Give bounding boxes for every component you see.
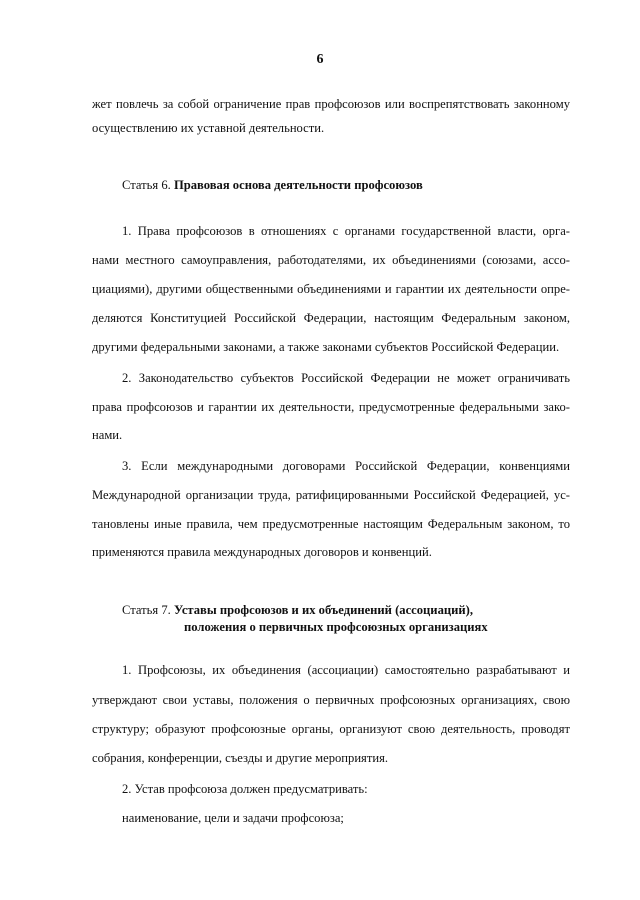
- article-6-prefix: Статья 6.: [122, 178, 171, 192]
- a6-p1-line-4: деляются Конституцией Российской Федерации, настоящим Федеральным законом,: [92, 311, 570, 325]
- article-7-heading: [122, 602, 570, 618]
- a7-p1-line-3: структуру; образуют профсоюзные органы, организуют свою деятельность, проводят: [92, 722, 570, 736]
- article-6-heading: [122, 177, 570, 193]
- page-number: 6: [316, 52, 324, 67]
- article-7-title-line-1: Уставы профсоюзов и их объединений (ассоциаций),: [173, 603, 473, 617]
- article-7-prefix: Статья 7.: [122, 603, 171, 617]
- a6-p3-line-3: тановлены иные правила, чем предусмотренные настоящим Федеральным законом, то: [92, 517, 570, 531]
- intro-line-1: жет повлечь за собой ограничение прав профсоюзов или воспрепятствовать законному: [92, 97, 570, 111]
- a6-p2-line-1: 2. Законодательство субъектов Российской Федерации не может ограничивать: [122, 371, 570, 385]
- a6-p2-line-3: нами.: [92, 428, 123, 442]
- a6-p1-line-5: другими федеральными законами, а также законами субъектов Российской Федерации.: [92, 340, 560, 354]
- a6-p3-line-4: применяются правила международных договоров и конвенций.: [92, 545, 432, 559]
- article-6-title: Правовая основа деятельности профсоюзов: [173, 178, 423, 192]
- article-7-title-line-2: положения о первичных профсоюзных организациях: [184, 620, 488, 634]
- a6-p1-line-2: нами местного самоуправления, работодателями, их объединениями (союзами, ассо-: [92, 253, 570, 267]
- a6-p1-line-3: циациями), другими общественными объединениями и гарантии их деятельности опре-: [92, 282, 570, 296]
- a6-p3-line-2: Международной организации труда, ратифицированными Российской Федерацией, ус-: [92, 488, 570, 502]
- a6-p1-line-1: 1. Права профсоюзов в отношениях с органами государственной власти, орга-: [122, 224, 570, 238]
- a7-p1-line-4: собрания, конференции, съезды и другие мероприятия.: [92, 751, 389, 765]
- intro-line-2: осуществлению их уставной деятельности.: [92, 121, 325, 135]
- a7-p1-line-1: 1. Профсоюзы, их объединения (ассоциации) самостоятельно разрабатывают и: [122, 663, 570, 677]
- a6-p2-line-2: права профсоюзов и гарантии их деятельности, предусмотренные федеральными зако-: [92, 400, 570, 414]
- a6-p3-line-1: 3. Если международными договорами Российской Федерации, конвенциями: [122, 459, 570, 473]
- a7-p2-line-1: 2. Устав профсоюза должен предусматривать:: [122, 782, 368, 796]
- a7-p1-line-2: утверждают свои уставы, положения о первичных профсоюзных организациях, свою: [92, 693, 570, 707]
- a7-list-item-1: наименование, цели и задачи профсоюза;: [122, 811, 344, 825]
